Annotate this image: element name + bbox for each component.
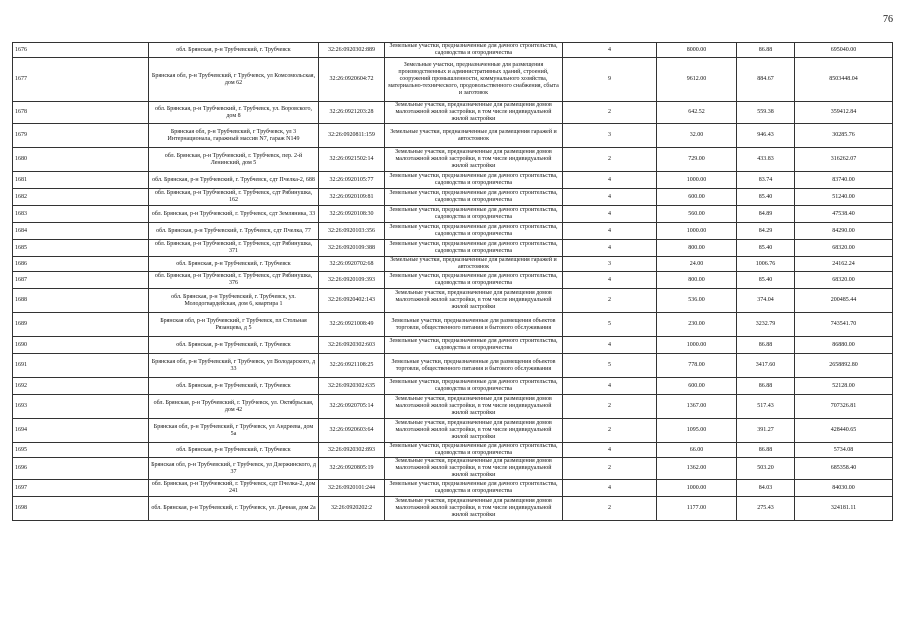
row-cadastral-number: 32:26:0921203:28: [319, 102, 385, 124]
table-row: [13, 43, 893, 58]
row-area: 600.00: [657, 189, 737, 206]
row-cadastral-number: 32:26:0920302:603: [319, 337, 385, 354]
row-specific-value: 374.04: [737, 289, 795, 313]
table-row: [13, 480, 893, 497]
row-area: 1000.00: [657, 223, 737, 240]
row-use-group: 4: [563, 378, 657, 395]
table-row: [13, 354, 893, 378]
row-cadastral-number: 32:26:0920109:393: [319, 272, 385, 289]
row-cadastral-value: 84030.00: [795, 480, 893, 497]
row-cadastral-value: 707326.81: [795, 395, 893, 419]
row-cadastral-number: 32:26:0920103:356: [319, 223, 385, 240]
row-cadastral-number: 32:26:0920302:635: [319, 378, 385, 395]
row-cadastral-value: 47538.40: [795, 206, 893, 223]
table-row: [13, 189, 893, 206]
row-address: обл. Брянская, р-н Трубчевский, г. Трубчевск, сдт Земляника, 33: [149, 206, 319, 223]
row-land-use: Земельные участки, предназначенные для дачного строительства, садоводства и огородничества: [385, 223, 563, 240]
row-address: обл. Брянская, р-н Трубчевский, г. Трубчевск: [149, 378, 319, 395]
row-specific-value: 86.88: [737, 337, 795, 354]
row-land-use: Земельные участки, предназначенные для размещения производственных и административных зданий, строений, сооружений промышленности, коммунального хозяйства, материально-технического, продовольственного снабжения, сбыта и заготовок: [385, 58, 563, 102]
row-land-use: Земельные участки, предназначенные для дачного строительства, садоводства и огородничества: [385, 480, 563, 497]
row-number: 1687: [13, 272, 149, 289]
row-number: 1688: [13, 289, 149, 313]
row-address: обл. Брянская, р-н Трубчевский, г. Трубчевск, ул. Воровского, дом 8: [149, 102, 319, 124]
row-cadastral-value: 359412.84: [795, 102, 893, 124]
row-cadastral-value: 695040.00: [795, 43, 893, 58]
row-area: 800.00: [657, 272, 737, 289]
row-address: обл. Брянская, р-н Трубчевский, г. Трубчевск: [149, 443, 319, 458]
row-area: 560.00: [657, 206, 737, 223]
table-row: [13, 257, 893, 272]
table-row: [13, 443, 893, 458]
table-row: [13, 172, 893, 189]
row-use-group: 2: [563, 395, 657, 419]
row-address: обл. Брянская, р-н Трубчевский, г. Трубчевск, сдт Рябинушка, 376: [149, 272, 319, 289]
row-cadastral-number: 32:26:0920603:64: [319, 419, 385, 443]
table-row: [13, 148, 893, 172]
row-use-group: 2: [563, 497, 657, 521]
row-specific-value: 86.88: [737, 43, 795, 58]
row-land-use: Земельные участки, предназначенные для размещения домов малоэтажной жилой застройки, в том числе индивидуальной жилой застройки: [385, 458, 563, 480]
row-address: Брянская обл, р-н Трубчевский, г Трубчевск, ул Андреева, дом 5а: [149, 419, 319, 443]
row-land-use: Земельные участки, предназначенные для дачного строительства, садоводства и огородничества: [385, 189, 563, 206]
row-area: 1000.00: [657, 172, 737, 189]
row-use-group: 2: [563, 102, 657, 124]
table-row: [13, 458, 893, 480]
row-land-use: Земельные участки, предназначенные для дачного строительства, садоводства и огородничества: [385, 206, 563, 223]
row-cadastral-number: 32:26:0920302:889: [319, 43, 385, 58]
row-number: 1693: [13, 395, 149, 419]
table-row: [13, 378, 893, 395]
row-cadastral-number: 32:26:0920101:244: [319, 480, 385, 497]
table-row: [13, 395, 893, 419]
row-use-group: 2: [563, 289, 657, 313]
row-address: обл. Брянская, р-н Трубчевский, г. Трубчевск, сдт Рябинушка, 371: [149, 240, 319, 257]
row-cadastral-value: 68320.00: [795, 272, 893, 289]
row-land-use: Земельные участки, предназначенные для размещения домов малоэтажной жилой застройки, в том числе индивидуальной жилой застройки: [385, 395, 563, 419]
row-address: обл. Брянская, р-н Трубчевский, г. Трубчевск, сдт Рябинушка, 162: [149, 189, 319, 206]
row-cadastral-value: 200485.44: [795, 289, 893, 313]
row-use-group: 4: [563, 240, 657, 257]
row-land-use: Земельные участки, предназначенные для размещения домов малоэтажной жилой застройки, в том числе индивидуальной жилой застройки: [385, 102, 563, 124]
row-specific-value: 3232.79: [737, 313, 795, 337]
row-area: 1177.00: [657, 497, 737, 521]
row-land-use: Земельные участки, предназначенные для дачного строительства, садоводства и огородничества: [385, 43, 563, 58]
row-cadastral-number: 32:26:0920108:30: [319, 206, 385, 223]
row-address: обл. Брянская, р-н Трубчевский, г. Трубчевск, ул. Молодогвардейская, дом 6, квартира 1: [149, 289, 319, 313]
row-address: обл. Брянская, р-н Трубчевский, г. Трубчевск: [149, 337, 319, 354]
row-area: 600.00: [657, 378, 737, 395]
row-use-group: 4: [563, 43, 657, 58]
row-use-group: 5: [563, 313, 657, 337]
row-land-use: Земельные участки, предназначенные для размещения домов малоэтажной жилой застройки, в том числе индивидуальной жилой застройки: [385, 497, 563, 521]
row-specific-value: 1006.76: [737, 257, 795, 272]
row-area: 1362.00: [657, 458, 737, 480]
row-cadastral-number: 32:26:0920702:68: [319, 257, 385, 272]
row-number: 1698: [13, 497, 149, 521]
row-number: 1697: [13, 480, 149, 497]
row-specific-value: 83.74: [737, 172, 795, 189]
row-number: 1679: [13, 124, 149, 148]
row-use-group: 4: [563, 189, 657, 206]
row-address: Брянская обл, р-н Трубчевский, г Трубчевск, ул 3 Интернационала, гаражный массив N7, гараж N149: [149, 124, 319, 148]
row-number: 1678: [13, 102, 149, 124]
row-number: 1677: [13, 58, 149, 102]
row-use-group: 2: [563, 419, 657, 443]
row-area: 230.00: [657, 313, 737, 337]
row-address: Брянская обл, р-н Трубчевский, г Трубчевск, ул Дзержинского, д 37: [149, 458, 319, 480]
row-number: 1685: [13, 240, 149, 257]
row-cadastral-number: 32:26:0920811:159: [319, 124, 385, 148]
row-area: 66.00: [657, 443, 737, 458]
table-row: [13, 124, 893, 148]
row-number: 1689: [13, 313, 149, 337]
row-land-use: Земельные участки, предназначенные для размещения гаражей и автостоянок: [385, 257, 563, 272]
row-area: 8000.00: [657, 43, 737, 58]
row-area: 642.52: [657, 102, 737, 124]
row-address: обл. Брянская, р-н Трубчевский, г. Трубчевск, пер. 2-й Ленинский, дом 5: [149, 148, 319, 172]
table-row: [13, 223, 893, 240]
row-specific-value: 84.89: [737, 206, 795, 223]
row-cadastral-number: 32:26:0920105:77: [319, 172, 385, 189]
row-area: 800.00: [657, 240, 737, 257]
row-specific-value: 391.27: [737, 419, 795, 443]
row-number: 1686: [13, 257, 149, 272]
row-use-group: 4: [563, 206, 657, 223]
table-row: [13, 419, 893, 443]
row-address: обл. Брянская, р-н Трубчевский, г. Трубчевск, сдт Пчелка-2, 688: [149, 172, 319, 189]
table-row: [13, 289, 893, 313]
table-row: [13, 497, 893, 521]
row-specific-value: 433.83: [737, 148, 795, 172]
row-specific-value: 84.29: [737, 223, 795, 240]
row-address: обл. Брянская, р-н Трубчевский, г. Трубчевск: [149, 43, 319, 58]
row-area: 1095.00: [657, 419, 737, 443]
cadastral-value-table: [12, 42, 893, 521]
table-row: [13, 206, 893, 223]
row-specific-value: 85.40: [737, 272, 795, 289]
table-row: [13, 102, 893, 124]
page-number: 76: [883, 14, 893, 25]
row-use-group: 2: [563, 458, 657, 480]
row-cadastral-value: 84290.00: [795, 223, 893, 240]
row-cadastral-value: 24162.24: [795, 257, 893, 272]
row-address: обл. Брянская, р-н Трубчевский, г. Трубчевск, ул. Октябрьская, дом 42: [149, 395, 319, 419]
row-land-use: Земельные участки, предназначенные для дачного строительства, садоводства и огородничества: [385, 172, 563, 189]
row-cadastral-number: 32:26:0921502:14: [319, 148, 385, 172]
row-number: 1681: [13, 172, 149, 189]
row-cadastral-value: 428440.65: [795, 419, 893, 443]
row-number: 1696: [13, 458, 149, 480]
row-area: 1000.00: [657, 337, 737, 354]
row-number: 1692: [13, 378, 149, 395]
row-area: 9612.00: [657, 58, 737, 102]
row-cadastral-value: 316262.07: [795, 148, 893, 172]
row-cadastral-number: 32:26:0920302:893: [319, 443, 385, 458]
row-address: обл. Брянская, р-н Трубчевский, г. Трубчевск, сдт Пчелка, 77: [149, 223, 319, 240]
row-use-group: 9: [563, 58, 657, 102]
table-row: [13, 58, 893, 102]
row-cadastral-value: 51240.00: [795, 189, 893, 206]
row-land-use: Земельные участки, предназначенные для дачного строительства, садоводства и огородничества: [385, 240, 563, 257]
row-cadastral-value: 30285.76: [795, 124, 893, 148]
row-number: 1695: [13, 443, 149, 458]
row-number: 1683: [13, 206, 149, 223]
row-use-group: 4: [563, 337, 657, 354]
row-area: 778.00: [657, 354, 737, 378]
row-specific-value: 503.20: [737, 458, 795, 480]
table-row: [13, 337, 893, 354]
row-land-use: Земельные участки, предназначенные для размещения гаражей и автостоянок: [385, 124, 563, 148]
row-cadastral-value: 8503448.04: [795, 58, 893, 102]
row-use-group: 5: [563, 354, 657, 378]
row-land-use: Земельные участки, предназначенные для размещения объектов торговли, общественного питания и бытового обслуживания: [385, 354, 563, 378]
row-address: обл. Брянская, р-н Трубчевский, г. Трубчевск: [149, 257, 319, 272]
row-use-group: 4: [563, 172, 657, 189]
row-area: 24.00: [657, 257, 737, 272]
row-use-group: 4: [563, 443, 657, 458]
row-number: 1676: [13, 43, 149, 58]
row-specific-value: 946.43: [737, 124, 795, 148]
row-number: 1682: [13, 189, 149, 206]
row-specific-value: 3417.60: [737, 354, 795, 378]
row-number: 1680: [13, 148, 149, 172]
row-land-use: Земельные участки, предназначенные для размещения домов малоэтажной жилой застройки, в том числе индивидуальной жилой застройки: [385, 289, 563, 313]
row-use-group: 3: [563, 124, 657, 148]
row-specific-value: 517.43: [737, 395, 795, 419]
row-cadastral-value: 86880.00: [795, 337, 893, 354]
row-cadastral-number: 32:26:0920604:72: [319, 58, 385, 102]
row-number: 1694: [13, 419, 149, 443]
row-land-use: Земельные участки, предназначенные для размещения домов малоэтажной жилой застройки, в том числе индивидуальной жилой застройки: [385, 419, 563, 443]
table-row: [13, 272, 893, 289]
row-cadastral-value: 83740.00: [795, 172, 893, 189]
row-use-group: 4: [563, 223, 657, 240]
row-address: обл. Брянская, р-н Трубчевский, г. Трубчевск, сдт Пчелка-2, дом 241: [149, 480, 319, 497]
row-cadastral-number: 32:26:0921008:49: [319, 313, 385, 337]
row-specific-value: 85.40: [737, 189, 795, 206]
row-address: Брянская обл, р-н Трубчевский, г Трубчевск, ул Комсомольская, дом 62: [149, 58, 319, 102]
row-land-use: Земельные участки, предназначенные для дачного строительства, садоводства и огородничества: [385, 378, 563, 395]
row-specific-value: 86.88: [737, 378, 795, 395]
row-use-group: 4: [563, 272, 657, 289]
row-cadastral-number: 32:26:0920705:14: [319, 395, 385, 419]
row-cadastral-value: 324181.11: [795, 497, 893, 521]
row-area: 1367.00: [657, 395, 737, 419]
row-address: обл. Брянская, р-н Трубчевский, г. Трубчевск, ул. Дачная, дом 2а: [149, 497, 319, 521]
row-cadastral-value: 5734.08: [795, 443, 893, 458]
row-number: 1684: [13, 223, 149, 240]
row-area: 1000.00: [657, 480, 737, 497]
row-land-use: Земельные участки, предназначенные для дачного строительства, садоводства и огородничества: [385, 443, 563, 458]
row-land-use: Земельные участки, предназначенные для размещения домов малоэтажной жилой застройки, в том числе индивидуальной жилой застройки: [385, 148, 563, 172]
row-number: 1691: [13, 354, 149, 378]
row-land-use: Земельные участки, предназначенные для дачного строительства, садоводства и огородничества: [385, 337, 563, 354]
row-specific-value: 85.40: [737, 240, 795, 257]
row-specific-value: 884.67: [737, 58, 795, 102]
row-cadastral-value: 743541.70: [795, 313, 893, 337]
row-specific-value: 559.38: [737, 102, 795, 124]
row-address: Брянская обл, р-н Трубчевский, г Трубчевск, ул Володарского, д 33: [149, 354, 319, 378]
row-cadastral-value: 2658892.80: [795, 354, 893, 378]
row-cadastral-number: 32:26:0920109:388: [319, 240, 385, 257]
row-address: Брянская обл, р-н Трубчевский, г Трубчевск, пл Стольная Рязанцева, д 5: [149, 313, 319, 337]
row-number: 1690: [13, 337, 149, 354]
table-row: [13, 240, 893, 257]
row-cadastral-value: 68320.00: [795, 240, 893, 257]
row-cadastral-number: 32:26:0920402:143: [319, 289, 385, 313]
row-cadastral-number: 32:26:0920109:81: [319, 189, 385, 206]
row-specific-value: 86.88: [737, 443, 795, 458]
row-cadastral-value: 52128.00: [795, 378, 893, 395]
row-area: 729.00: [657, 148, 737, 172]
row-land-use: Земельные участки, предназначенные для дачного строительства, садоводства и огородничества: [385, 272, 563, 289]
row-area: 536.00: [657, 289, 737, 313]
row-cadastral-number: 32:26:0920805:19: [319, 458, 385, 480]
row-cadastral-value: 685358.40: [795, 458, 893, 480]
row-use-group: 4: [563, 480, 657, 497]
table-row: [13, 313, 893, 337]
row-use-group: 2: [563, 148, 657, 172]
row-use-group: 3: [563, 257, 657, 272]
row-specific-value: 84.03: [737, 480, 795, 497]
row-cadastral-number: 32:26:0921108:25: [319, 354, 385, 378]
row-cadastral-number: 32:26:0920202:2: [319, 497, 385, 521]
row-specific-value: 275.43: [737, 497, 795, 521]
row-land-use: Земельные участки, предназначенные для размещения объектов торговли, общественного питания и бытового обслуживания: [385, 313, 563, 337]
row-area: 32.00: [657, 124, 737, 148]
